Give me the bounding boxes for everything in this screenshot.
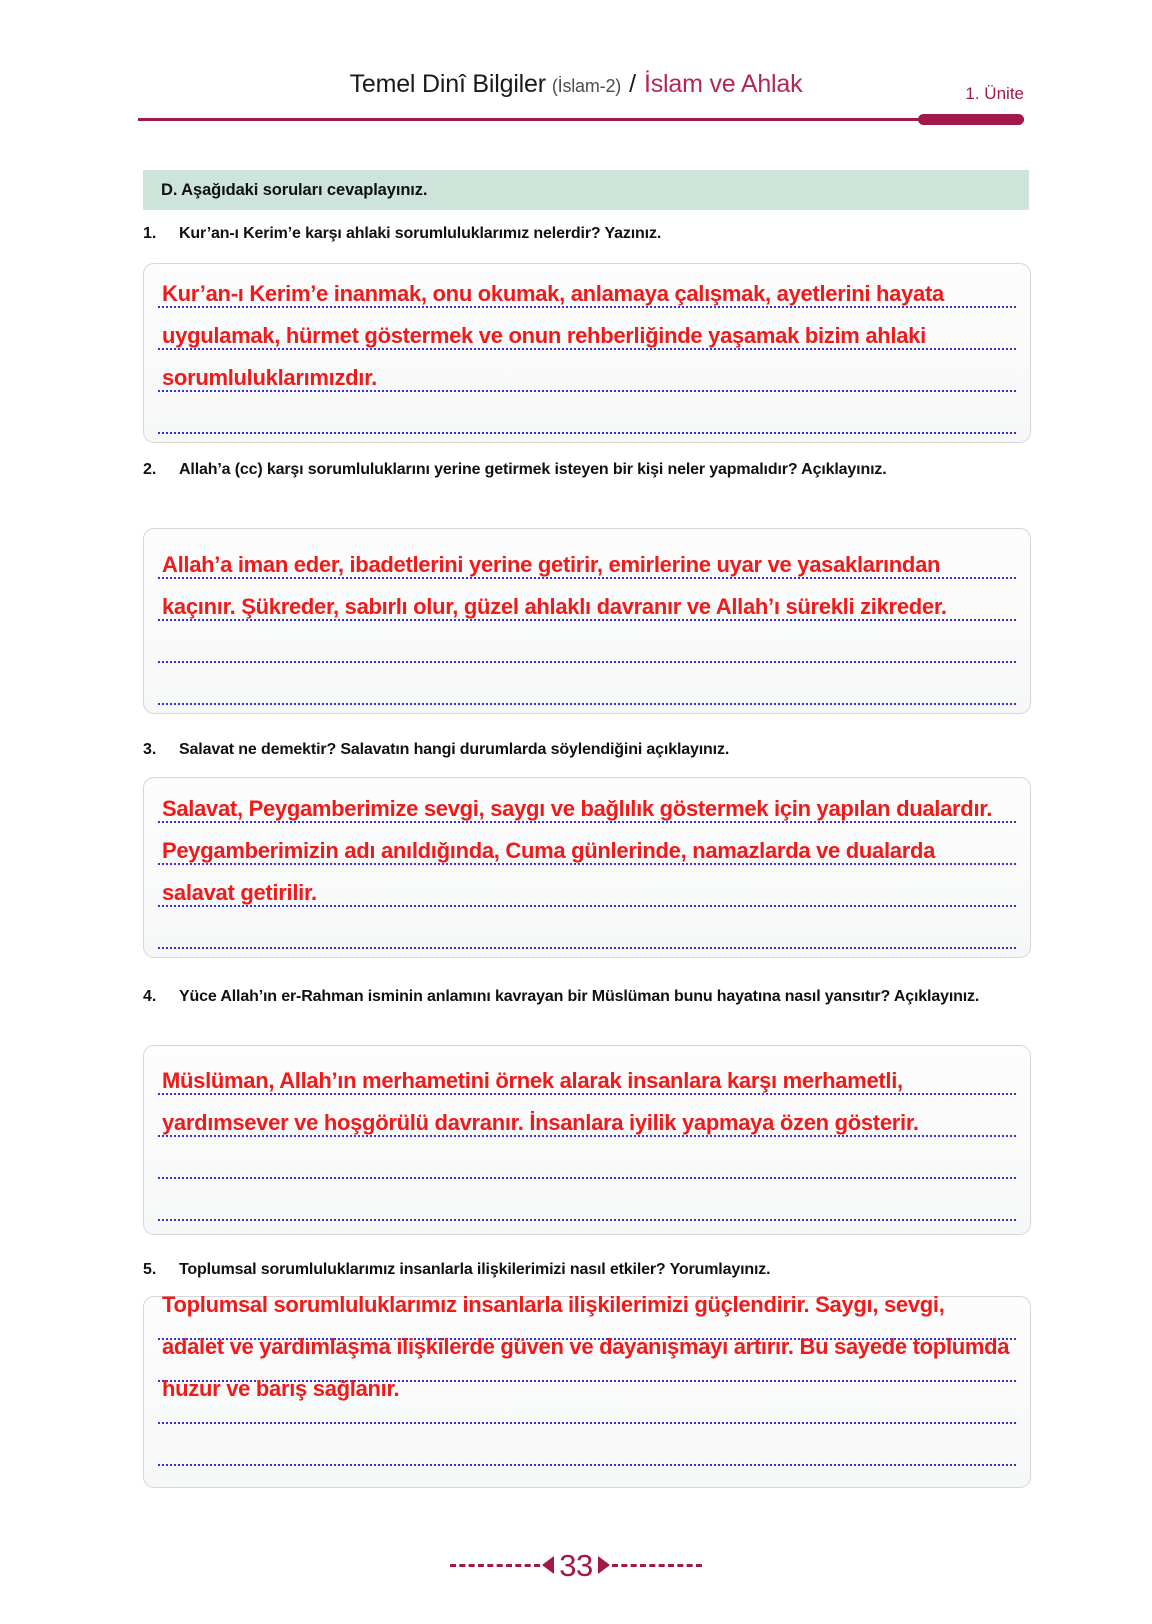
- footer-dash-right: [612, 1564, 702, 1567]
- question-1: [143, 222, 1033, 246]
- answer-text-2: Allah’a iman eder, ibadetlerini yerine getirir, emirlerine uyar ve yasaklarından kaçınır. Şükreder, sabırlı olur, güzel ahlaklı davranır ve Allah’ı sürekli zikreder.: [162, 552, 947, 619]
- answer-text-3: Salavat, Peygamberimize sevgi, saygı ve bağlılık göstermek için yapılan dualardır. Peygamberimizin adı anıldığında, Cuma günlerinde, namazlarda ve dualarda salavat getirilir.: [162, 796, 993, 905]
- answer-box-5[interactable]: [143, 1292, 1031, 1488]
- answer-box-3[interactable]: [143, 777, 1031, 958]
- page-footer: [0, 1540, 1152, 1590]
- question-1-text: Kur’an-ı Kerim’e karşı ahlaki sorumluluklarımız nelerdir? Yazınız.: [179, 225, 662, 242]
- question-5-text: Toplumsal sorumluluklarımız insanlarla ilişkilerimizi nasıl etkiler? Yorumlayınız.: [179, 1261, 771, 1278]
- question-5: [143, 1258, 1033, 1282]
- question-2-text: Allah’a (cc) karşı sorumluluklarını yerine getirmek isteyen bir kişi neler yapmalıdır? Açıklayınız.: [179, 461, 887, 478]
- header-title-main: Temel Dinî Bilgiler: [349, 70, 546, 98]
- answer-box-4[interactable]: [143, 1045, 1031, 1235]
- header-title-paren: (İslam-2): [551, 76, 622, 96]
- section-header-bar: [143, 170, 1029, 210]
- page-number: 33: [559, 1547, 593, 1583]
- question-4-number: 4.: [143, 988, 157, 1005]
- answer-box-1[interactable]: [143, 263, 1031, 443]
- rule-line: [158, 1464, 1016, 1466]
- answer-text-4: Müslüman, Allah’ın merhametini örnek alarak insanlara karşı merhametli, yardımsever ve hoşgörülü davranır. İnsanlara iyilik yapmaya özen gösterir.: [162, 1068, 919, 1135]
- answer-box-2[interactable]: [143, 528, 1031, 714]
- question-3-number: 3.: [143, 741, 157, 758]
- triangle-left-icon: [542, 1556, 554, 1574]
- question-5-number: 5.: [143, 1261, 157, 1278]
- answer-text-5: Toplumsal sorumluluklarımız insanlarla ilişkilerimizi güçlendirir. Saygı, sevgi, adalet ve yardımlaşma ilişkilerde güven ve dayanışmayı artırır. Bu sayede toplumda huzur ve barış sağlanır.: [162, 1292, 1010, 1401]
- question-4-text: Yüce Allah’ın er-Rahman isminin anlamını kavrayan bir Müslüman bunu hayatına nasıl yansıtır? Açıklayınız.: [179, 988, 980, 1005]
- question-2: [143, 458, 1033, 482]
- triangle-right-icon: [598, 1556, 610, 1574]
- rule-line: [158, 1177, 1016, 1179]
- section-header-label: D. Aşağıdaki soruları cevaplayınız.: [161, 180, 428, 199]
- header-rule: [138, 118, 1024, 121]
- rule-line: [158, 947, 1016, 949]
- question-3-text: Salavat ne demektir? Salavatın hangi durumlarda söylendiğini açıklayınız.: [179, 741, 730, 758]
- header-title-sub: İslam ve Ahlak: [644, 70, 803, 98]
- rule-line: [158, 661, 1016, 663]
- rule-line: [158, 703, 1016, 705]
- answer-text-1: Kur’an-ı Kerim’e inanmak, onu okumak, anlamaya çalışmak, ayetlerini hayata uygulamak, hürmet göstermek ve onun rehberliğinde yaşamak bizim ahlaki sorumluluklarımızdır.: [162, 281, 944, 390]
- question-3: [143, 738, 1033, 762]
- header-rule-cap: [918, 114, 1024, 125]
- question-4: [143, 985, 1033, 1009]
- unit-badge: 1. Ünite: [965, 84, 1024, 103]
- rule-line: [158, 1219, 1016, 1221]
- rule-line: [158, 432, 1016, 434]
- question-1-number: 1.: [143, 225, 157, 242]
- header-title-separator: /: [629, 70, 637, 98]
- question-2-number: 2.: [143, 461, 157, 478]
- footer-dash-left: [450, 1564, 540, 1567]
- page-header: [0, 70, 1152, 125]
- rule-line: [158, 1422, 1016, 1424]
